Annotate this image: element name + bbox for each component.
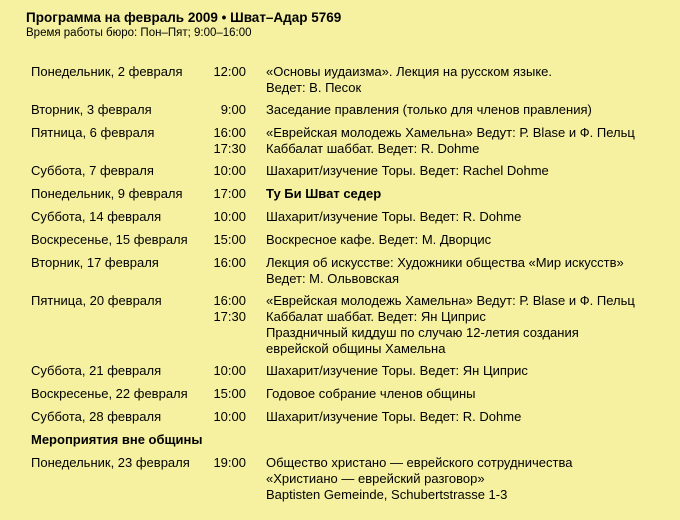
event-time: 15:00 — [213, 232, 246, 247]
event-time: 17:00 — [213, 186, 246, 201]
schedule-row — [31, 209, 671, 232]
schedule-row — [31, 163, 671, 186]
event-time: 19:00 — [213, 455, 246, 470]
section-heading-outside: Мероприятия вне общины — [31, 432, 203, 447]
event-description: Воскресное кафе. Ведет: М. Дворцис — [266, 232, 492, 247]
schedule-row — [31, 255, 671, 293]
event-description: Общество христано — еврейского сотрудничества «Христиано — еврейский разговор» Baptisten Gemeinde, Schubertstrasse 1-3 — [266, 455, 573, 502]
schedule-row — [31, 232, 671, 255]
event-date: Суббота, 28 февраля — [31, 409, 162, 424]
event-description: «Основы иудаизма». Лекция на русском языке. Ведет: В. Песок — [266, 64, 552, 95]
event-description: «Еврейская молодежь Хамельна» Ведут: Р. Blase и Ф. Пельц Каббалат шаббат. Ведет: R. Dohme — [266, 125, 635, 156]
event-date: Вторник, 3 февраля — [31, 102, 152, 117]
schedule-list — [31, 64, 671, 509]
event-date: Суббота, 14 февраля — [31, 209, 162, 224]
event-description: Шахарит/изучение Торы. Ведет: Rachel Dohme — [266, 163, 549, 178]
event-description: «Еврейская молодежь Хамельна» Ведут: Р. Blase и Ф. Пельц Каббалат шаббат. Ведет: Ян Циприс Праздничный киддуш по случаю 12-летия создания еврейской общины Хамельна — [266, 293, 635, 356]
event-date: Понедельник, 23 февраля — [31, 455, 190, 470]
event-description: Шахарит/изучение Торы. Ведет: R. Dohme — [266, 409, 522, 424]
event-date: Понедельник, 9 февраля — [31, 186, 183, 201]
event-description: Заседание правления (только для членов правления) — [266, 102, 592, 117]
schedule-row — [31, 102, 671, 125]
event-description: Лекция об искусстве: Художники общества «Мир искусств» Ведет: М. Ольвовская — [266, 255, 624, 286]
event-description: Шахарит/изучение Торы. Ведет: Ян Циприс — [266, 363, 528, 378]
schedule-row — [31, 455, 671, 509]
schedule-row — [31, 363, 671, 386]
event-date: Воскресенье, 15 февраля — [31, 232, 188, 247]
event-description: Годовое собрание членов общины — [266, 386, 476, 401]
event-description: Ту Би Шват седер — [266, 186, 382, 201]
event-time: 9:00 — [220, 102, 246, 117]
event-date: Суббота, 21 февраля — [31, 363, 162, 378]
event-time: 10:00 — [213, 209, 246, 224]
event-date: Пятница, 6 февраля — [31, 125, 155, 140]
event-date: Суббота, 7 февраля — [31, 163, 154, 178]
schedule-row — [31, 125, 671, 163]
event-time: 16:00 17:30 — [213, 125, 246, 156]
event-time: 16:00 17:30 — [213, 293, 246, 324]
schedule-row — [31, 64, 671, 102]
event-date: Вторник, 17 февраля — [31, 255, 159, 270]
event-date: Понедельник, 2 февраля — [31, 64, 183, 79]
event-time: 12:00 — [213, 64, 246, 79]
schedule-row — [31, 386, 671, 409]
schedule-row — [31, 186, 671, 209]
schedule-row — [31, 409, 671, 432]
event-time: 10:00 — [213, 163, 246, 178]
office-hours: Время работы бюро: Пон–Пят; 9:00–16:00 — [26, 27, 252, 39]
schedule-row — [31, 293, 671, 363]
event-time: 10:00 — [213, 363, 246, 378]
event-time: 15:00 — [213, 386, 246, 401]
event-time: 10:00 — [213, 409, 246, 424]
event-date: Пятница, 20 февраля — [31, 293, 162, 308]
event-date: Воскресенье, 22 февраля — [31, 386, 188, 401]
page-header — [26, 10, 341, 40]
event-time: 16:00 — [213, 255, 246, 270]
event-description: Шахарит/изучение Торы. Ведет: R. Dohme — [266, 209, 522, 224]
page-title: Программа на февраль 2009 • Шват–Адар 5769 — [26, 10, 342, 25]
